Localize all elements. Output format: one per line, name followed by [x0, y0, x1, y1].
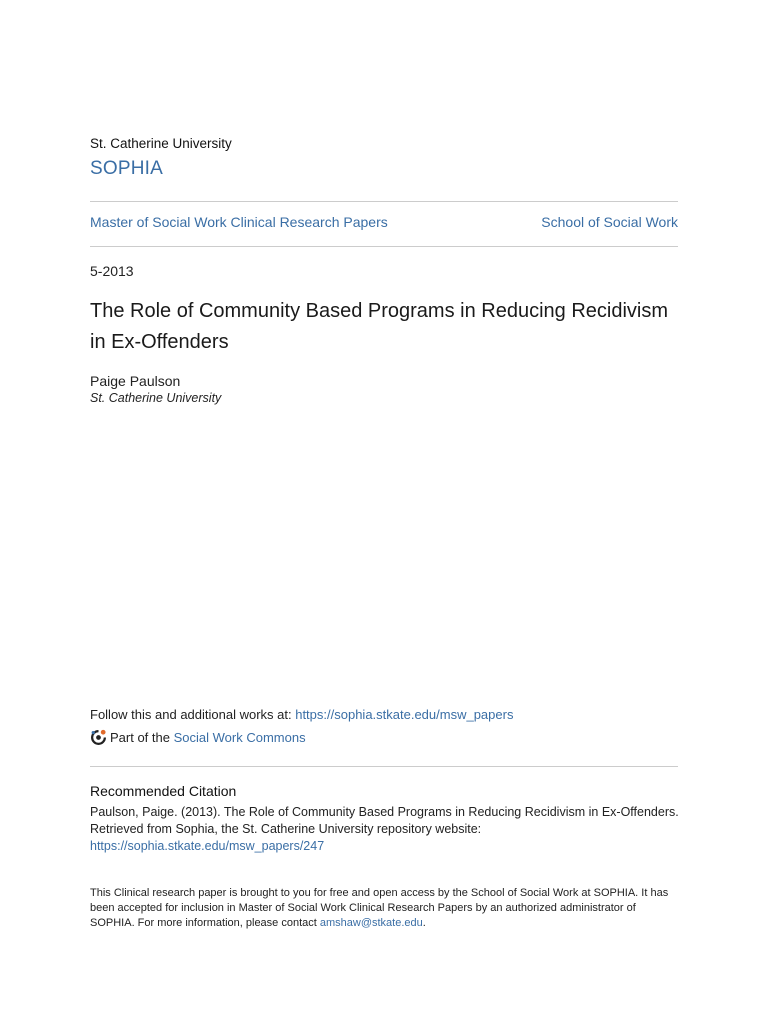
citation-text: Paulson, Paige. (2013). The Role of Community Based Programs in Reducing Recidivism in Ex-Offenders. Retrieved from Sophia, the St. Catherine University repository website: — [90, 805, 679, 836]
author-name: Paige Paulson — [90, 373, 181, 389]
part-of-label: Part of the — [110, 730, 170, 745]
paper-title: The Role of Community Based Programs in Reducing Recidivism in Ex-Offenders — [90, 300, 669, 353]
citation-divider — [90, 766, 678, 767]
notice-text: This Clinical research paper is brought to you for free and open access by the School of Social Work at SOPHIA. It has been accepted for inclusion in Master of Social Work Clinical Research Papers by an authorized administrator of SOPHIA. For more information, please contact — [90, 887, 669, 929]
repository-link[interactable]: SOPHIA — [90, 158, 163, 179]
commons-link[interactable]: Social Work Commons — [173, 730, 306, 745]
citation-block — [90, 804, 680, 855]
department-link[interactable]: School of Social Work — [541, 214, 678, 230]
header-divider-bottom — [90, 246, 678, 247]
author-affiliation: St. Catherine University — [90, 391, 222, 405]
notice-end: . — [422, 917, 426, 929]
commons-network-icon — [90, 729, 107, 746]
part-of-line — [90, 729, 306, 746]
citation-url-link[interactable]: https://sophia.stkate.edu/msw_papers/247 — [90, 839, 325, 853]
follow-line — [90, 707, 513, 722]
publication-date: 5-2013 — [90, 263, 134, 279]
series-link[interactable]: Master of Social Work Clinical Research Papers — [90, 214, 388, 230]
follow-url-link[interactable]: https://sophia.stkate.edu/msw_papers — [295, 707, 514, 722]
citation-heading: Recommended Citation — [90, 783, 237, 799]
follow-label: Follow this and additional works at: — [90, 707, 296, 722]
access-notice — [90, 886, 680, 931]
institution-name: St. Catherine University — [90, 136, 232, 151]
contact-email-link[interactable]: amshaw@stkate.edu — [319, 917, 423, 929]
header-divider-top — [90, 201, 678, 202]
